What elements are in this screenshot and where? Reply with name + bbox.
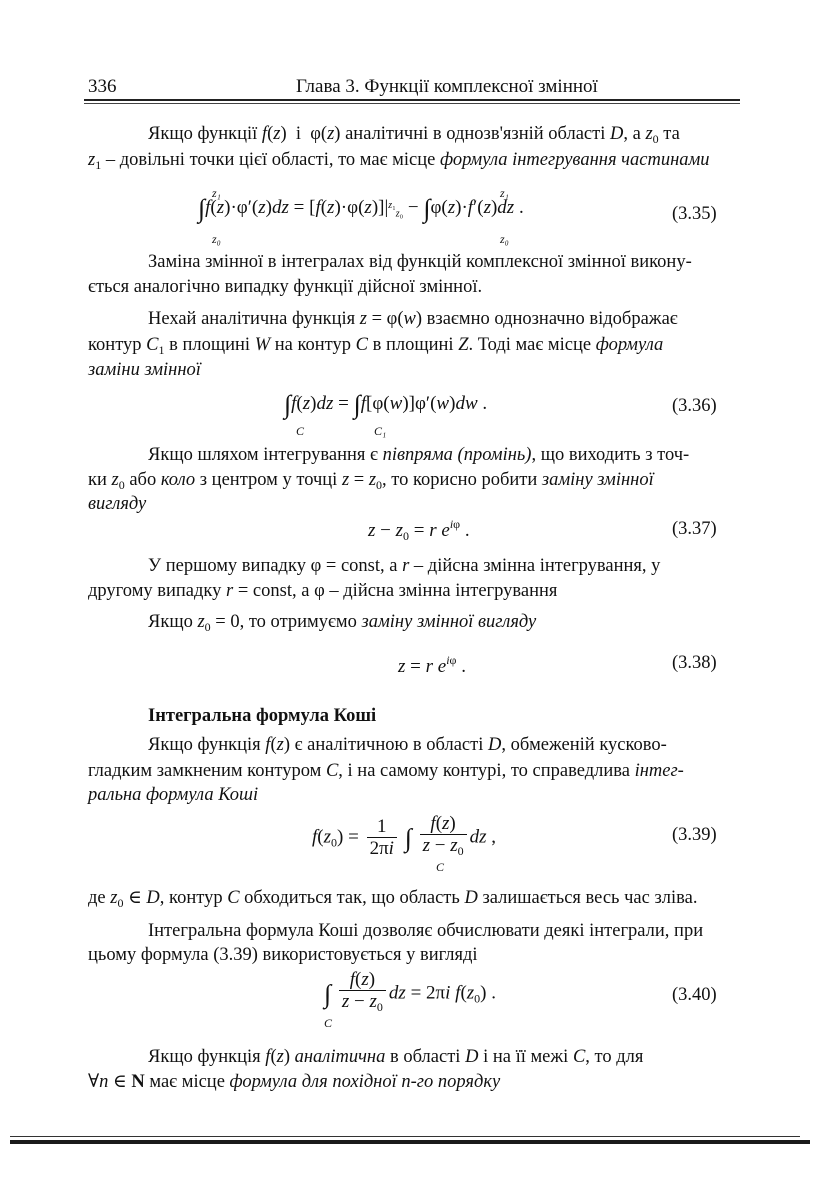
equation-3-36: ∫f(z)dz = ∫f[φ(w)]φ′(w)dw . — [284, 390, 488, 419]
document-page: 336 Глава 3. Функції комплексної змінної Якщо функції f(z) і φ(z) аналітичні в однозв'язній області D, а $z_0$ та $z_1$ – довільні точки цієї області, то має місце формула інтегрування частинами $\int f(z)\cdot\varphi'(z)dz = [f(z)\cdot\varphi(z)]|^{z_1}_{z_0} - \int\varphi(z)\cdot f'(z)dz$ . z₁ z₀ z₁ z₀ (3.35) Заміна змінної в інтегралах від функцій комплексної змінної викону- ється аналогічно випадку функції дійсної змінної. Нехай аналітична функція z = φ(w) взаємно однозначно відображає контур $C_1$ в площині W на контур C в площині Z. Тоді має місце формула заміни змінної ∫f(z)dz = ∫f[φ(w)]φ′(w)dw . C C₁ (3.36) Якщо шляхом інтегрування є півпряма (промінь), що виходить з точ- ки $z_0$ або коло з центром у точці $z = z_0$, то корисно робити заміну змінної вигляду $z - z_0 = r$ $e^{i\varphi}$ . (3.37) У першому випадку φ = const, а r – дійсна змінна інтегрування, у другому випадку r = const, а φ – дійсна змінна інтегрування Якщо $z_0 = 0$, то отримуємо заміну змінної вигляду z = r $e^{i\varphi}$ . (3.38) Інтегральна формула Коші Якщо функція f(z) є аналітичною в області D, обмеженій кусково- гладким замкненим контуром C, і на самому контурі, то справедлива інтег- ральна формула Коші $f(z_0)$ = $\frac{1}{2\pi i}$ ∫ $\frac{f(z)}{z - z_0}$ dz , C (3.39) де $z_0$ ∈ D, контур C обходиться так, що область D залишається весь час зліва. Інтегральна формула Коші дозволяє обчислювати деякі інтеграли, при цьому формула (3.39) використовується у вигляді ∫ $\frac{f(z)}{z - z_0}$ dz = 2πi $f(z_0)$ . C (3.40) Якщо функція f(z) аналітична в області D і на її межі C, то для ∀n ∈ N має місце формула для похідної n-го порядку — [0, 0, 839, 1191]
p4-line1: Якщо шляхом інтегрування є півпряма (промінь), що виходить з точ- — [148, 445, 690, 465]
p9-line2: цьому формула (3.39) використовується у вигляді — [88, 945, 478, 965]
eq-number-3-36: (3.36) — [672, 396, 717, 416]
p4-line2: ки $z_0$ або коло з центром у точці $z = z_0$, то корисно робити заміну змінної — [88, 470, 654, 492]
header-rule — [84, 99, 740, 101]
p1-line1: Якщо функції f(z) і φ(z) аналітичні в однозв'язній області D, а $z_0$ та — [148, 124, 680, 146]
p3-line1: Нехай аналітична функція z = φ(w) взаємно однозначно відображає — [148, 309, 678, 329]
p9-line1: Інтегральна формула Коші дозволяє обчислювати деякі інтеграли, при — [148, 921, 704, 941]
chapter-title: Глава 3. Функції комплексної змінної — [296, 76, 598, 97]
p3-line2: контур $C_1$ в площині W на контур C в площині Z. Тоді має місце формула — [88, 335, 664, 357]
p10-line1: Якщо функція f(z) аналітична в області D і на її межі C, то для — [148, 1047, 644, 1067]
equation-3-38: z = r $e^{i\varphi}$ . — [398, 653, 466, 677]
p7-line3 — [88, 783, 258, 808]
p5-line1: У першому випадку φ = const, а r – дійсна змінна інтегрування, у — [148, 556, 661, 576]
page-number: 336 — [88, 76, 117, 97]
header-rule-thin — [84, 103, 740, 104]
p2-line2: ється аналогічно випадку функції дійсної змінної. — [88, 277, 483, 297]
eq-number-3-39: (3.39) — [672, 825, 717, 845]
p10-line2: ∀n ∈ N має місце формула для похідної n-го порядку — [88, 1072, 501, 1092]
eq-number-3-40: (3.40) — [672, 985, 717, 1005]
bottom-rule-thin — [10, 1136, 800, 1137]
p3-line3 — [88, 358, 201, 383]
emph-cauchy-formula: ральна формула Коші — [88, 785, 259, 805]
p8-line1: де $z_0$ ∈ D, контур C обходиться так, що область D залишається весь час зліва. — [88, 888, 698, 910]
section-title: Інтегральна формула Коші — [148, 706, 377, 726]
page-header — [88, 76, 740, 96]
p5-line2: другому випадку r = const, а φ – дійсна змінна інтегрування — [88, 581, 558, 601]
equation-3-39: $f(z_0)$ = $\frac{1}{2\pi i}$ ∫ $\frac{f(z)}{z - z_0}$ dz , — [312, 813, 496, 859]
p6-line1: Якщо $z_0 = 0$, то отримуємо заміну змінної вигляду — [148, 612, 537, 634]
bottom-rule-thick — [10, 1140, 810, 1144]
p4-line3: вигляду — [88, 494, 147, 514]
equation-3-37: $z - z_0 = r$ $e^{i\varphi}$ . — [368, 517, 470, 543]
eq-number-3-35: (3.35) — [672, 204, 717, 224]
eq-number-3-38: (3.38) — [672, 653, 717, 673]
equation-3-40: ∫ $\frac{f(z)}{z - z_0}$ dz = 2πi $f(z_0)$ . — [324, 969, 496, 1014]
p7-line1: Якщо функція f(z) є аналітичною в області D, обмеженій кусково- — [148, 735, 667, 755]
p1-line2: $z_1$ – довільні точки цієї області, то має місце формула інтегрування частинами — [88, 150, 710, 172]
emph-integration-by-parts: формула інтегрування частинами — [439, 150, 710, 170]
emph-change-of-variable: заміни змінної — [88, 360, 201, 380]
eq-number-3-37: (3.37) — [672, 519, 717, 539]
equation-3-35: $\int f(z)\cdot\varphi'(z)dz = [f(z)\cdot\varphi(z)]|^{z_1}_{z_0} - \int\varphi(z)\cdot f'(z)dz$ . — [198, 194, 524, 223]
p7-line2: гладким замкненим контуром C, і на самому контурі, то справедлива інтег- — [88, 761, 684, 781]
p2-line1: Заміна змінної в інтегралах від функцій комплексної змінної викону- — [148, 252, 692, 272]
